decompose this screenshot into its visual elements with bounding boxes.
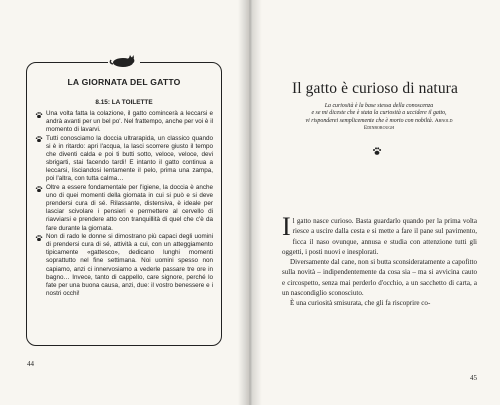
epigraph-line: e se mi diceste che è stata la curiosità a uccidere il gatto, [311,110,447,117]
sleeping-cat-icon [108,54,140,68]
paw-print-icon [35,185,43,193]
epigraph [290,103,468,133]
paw-print-icon [35,111,43,119]
tips-list [35,110,213,298]
list-item [35,233,213,298]
epigraph-line: vi risponderei semplicemente che è morto con nobiltà. [305,117,434,124]
body-text [282,212,477,308]
paragraph: Diversamente dal cane, non si butta sconsideratamente a capofitto sulla novità – indipendentemente da cosa sia – ma si avvicina cauto e circospetto, senza mai perderlo d'occhio, a un sacchetto di carta, a un nascondiglio sconosciuto. [282,258,477,297]
tip-text: Non di rado le donne si dimostrano più capaci degli uomini di prendersi cura di sé, attività a cui, con un atteggiamento tipicamente «gattesco», dedicano lunghi momenti soprattutto nel fine settimana. Noi uomini spesso non capiamo, anzi ci innervosiamo a vederle passare tre ore in bagno… Invece, tanto di cappello, care signore, perché lo fate per una buona causa, anzi, due: il vostro benessere e i nostri occhi! [46,233,213,297]
list-item [35,184,213,233]
right-page [250,0,500,405]
box-title: LA GIORNATA DEL GATTO [67,77,181,87]
list-item [35,135,213,184]
paw-print-icon [35,234,43,242]
epigraph-line: La curiosità è la base stessa della conoscenza [324,103,434,109]
page-number-right: 45 [470,374,477,382]
chapter-title: Il gatto è curioso di natura [292,80,458,98]
tip-text: Una volta fatta la colazione, il gatto comincerà a leccarsi e andrà avanti per un bel po'. Nel frattempo, anche per voi è il momento di lavarvi. [46,110,213,134]
sidebar-box [26,62,222,346]
book-gutter [238,0,262,405]
drop-cap: I [282,212,291,241]
paragraph: È una curiosità smisurata, che gli fa riscoprire co- [290,299,431,307]
page-number-left: 44 [27,360,34,368]
section-title: 8.15: LA TOILETTE [95,99,153,106]
tip-text: Tutti conosciamo la doccia ultrarapida, un classico quando si è in ritardo: apri l'acqua, la lasci scorrere giusto il tempo che diventi calda e poi ti butti sotto, veloce, veloce, devi sbrigarti, stai facendo tardi! E intanto il gatto continua a leccarsi, lisciandosi lentamente il pelo, prima una zampa, poi l'altra, con tutta calma… [46,134,213,183]
list-item [35,110,213,134]
epigraph-author: Arnold Edinborough [363,117,453,132]
left-page [0,0,246,405]
paw-print-icon [35,135,43,143]
paragraph: Il gatto nasce curioso. Basta guardarlo quando per la prima volta riesce a uscire dalla cesta e si mette a fare il pane sul pavimento, ficca il naso ovunque, annusa e studia con attenzione tutti gli oggetti, i posti nuovi e inesplorati. [282,212,477,256]
tip-text: Oltre a essere fondamentale per l'igiene, la doccia è anche uno di quei momenti della giornata in cui si può e si deve prendersi cura di sé. Rilassante, distensiva, è ideale per lasciar scivolare i pensieri e permettere al cervello di riavviarsi e prendere atto con tranquillità di quel che c'è da fare durante la giornata. [46,184,213,232]
paw-print-icon [372,146,382,156]
